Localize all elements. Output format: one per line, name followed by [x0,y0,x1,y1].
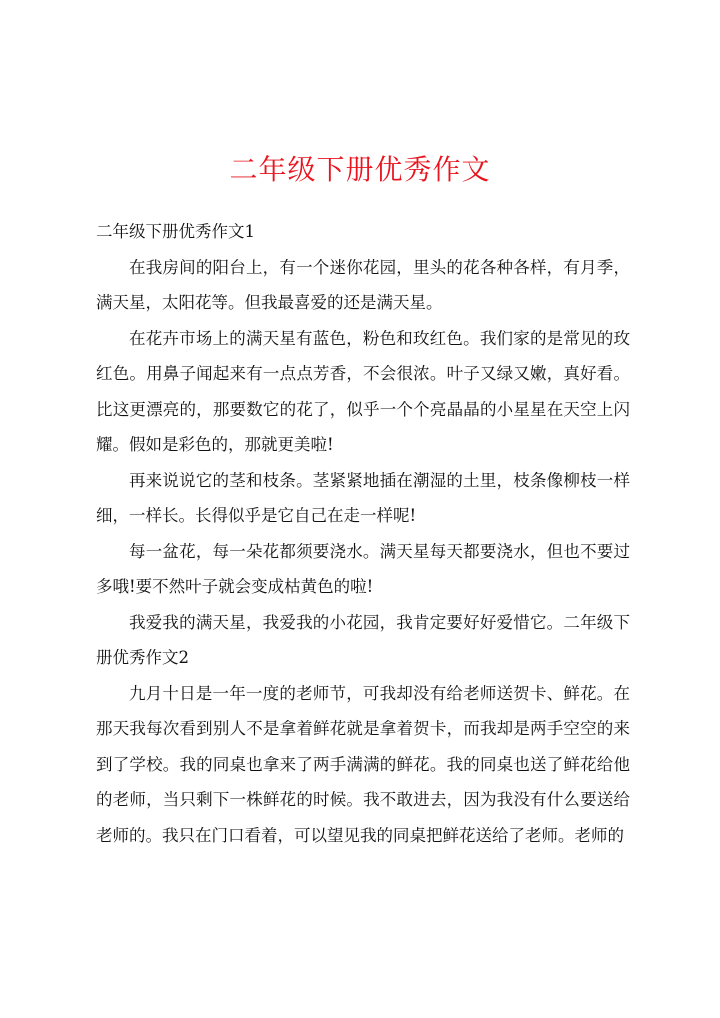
essay-heading: 二年级下册优秀作文1 [96,222,255,241]
paragraph: 在花卉市场上的满天星有蓝色，粉色和玫红色。我们家的是常见的玫红色。用鼻子闻起来有一点点芳香，不会很浓。叶子又绿又嫩，真好看。比这更漂亮的，那要数它的花了，似乎一个个亮晶晶的小星星在天空上闪耀。假如是彩色的，那就更美啦! [96,328,630,454]
paragraph: 九月十日是一年一度的老师节，可我却没有给老师送贺卡、鲜花。在那天我每次看到别人不是拿着鲜花就是拿着贺卡，而我却是两手空空的来到了学校。我的同桌也拿来了两手满满的鲜花。我的同桌也送了鲜花给他的老师，当只剩下一株鲜花的时候。我不敢进去，因为我没有什么要送给老师的。我只在门口看着，可以望见我的同桌把鲜花送给了老师。老师的 [96,683,630,845]
document-body [96,214,630,853]
paragraph: 每一盆花，每一朵花都须要浇水。满天星每天都要浇水，但也不要过多哦!要不然叶子就会变成枯黄色的啦! [96,541,630,596]
paragraph: 我爱我的满天星，我爱我的小花园，我肯定要好好爱惜它。二年级下册优秀作文2 [96,612,630,667]
document-title: 二年级下册优秀作文 [229,153,491,186]
paragraph: 在我房间的阳台上，有一个迷你花园，里头的花各种各样，有月季，满天星，太阳花等。但我最喜爱的还是满天星。 [96,257,630,312]
paragraph: 再来说说它的茎和枝条。茎紧紧地插在潮湿的土里，枝条像柳枝一样细，一样长。长得似乎是它自己在走一样呢! [96,470,630,525]
